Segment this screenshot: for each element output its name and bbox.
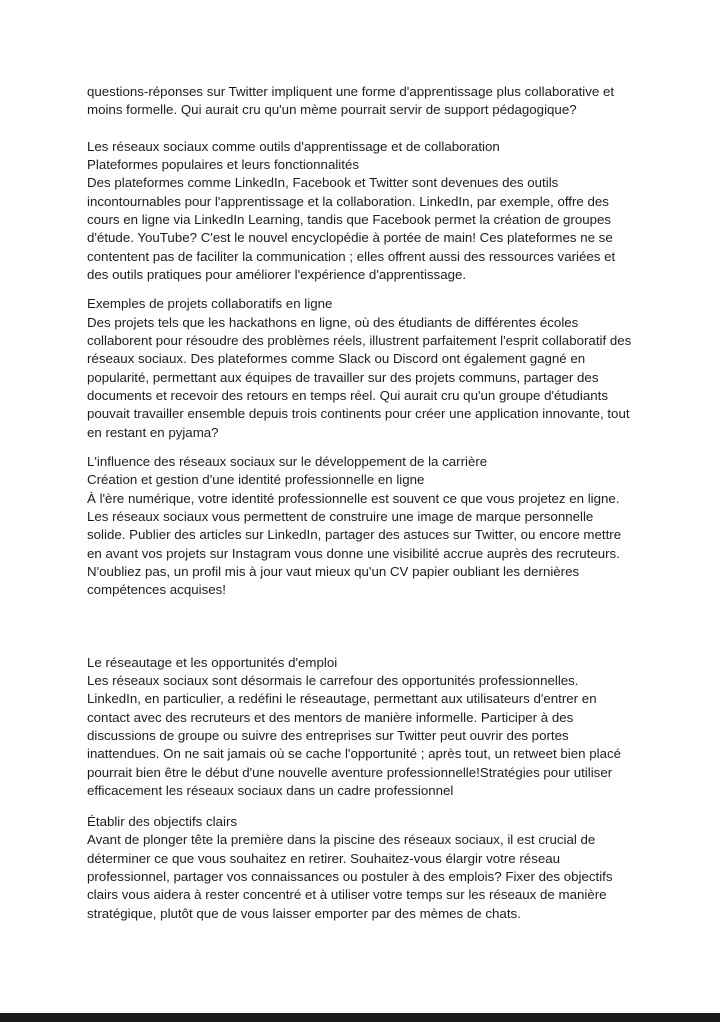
document-page xyxy=(87,83,657,923)
bottom-bar xyxy=(0,1013,720,1022)
paragraph xyxy=(87,453,657,600)
text-line: À l'ère numérique, votre identité professionnelle est souvent ce que vous projetez en ligne. xyxy=(87,490,620,506)
text-line: Des projets tels que les hackathons en ligne, où des étudiants de différentes écoles xyxy=(87,314,579,330)
text-line: réseaux sociaux. Des plateformes comme Slack ou Discord ont également gagné en xyxy=(87,351,586,367)
paragraph xyxy=(87,654,657,801)
text-line: stratégique, plutôt que de vous laisser emporter par des mèmes de chats. xyxy=(87,905,521,921)
text-line: L'influence des réseaux sociaux sur le développement de la carrière xyxy=(87,453,488,469)
text-line: discussions de groupe ou suivre des entreprises sur Twitter peut ouvrir des portes xyxy=(87,727,569,743)
text-line: Établir des objectifs clairs xyxy=(87,814,238,830)
text-line: solide. Publier des articles sur LinkedIn, partager des astuces sur Twitter, ou encore mettre xyxy=(87,527,622,543)
text-line: compétences acquises! xyxy=(87,582,226,598)
text-line: questions-réponses sur Twitter impliquent une forme d'apprentissage plus collaborative et xyxy=(87,84,615,99)
text-line: incontournables pour l'apprentissage et la collaboration. LinkedIn, par exemple, offre des xyxy=(87,193,609,209)
text-line: cours en ligne via LinkedIn Learning, tandis que Facebook permet la création de groupes xyxy=(87,211,612,227)
text-line: Le réseautage et les opportunités d'emploi xyxy=(87,654,338,670)
text-line: inattendues. On ne sait jamais où se cache l'opportunité ; après tout, un retweet bien placé xyxy=(87,746,622,762)
text-line: Des plateformes comme LinkedIn, Facebook et Twitter sont devenues des outils xyxy=(87,175,559,191)
paragraph xyxy=(87,83,657,120)
text-line: documents et recevoir des retours en temps réel. Qui aurait cru qu'un groupe d'étudiants xyxy=(87,387,608,403)
text-line: collaborent pour résoudre des problèmes réels, illustrent parfaitement l'esprit collaboratif des xyxy=(87,332,632,348)
text-line: professionnel, partager vos connaissances ou postuler à des emplois? Fixer des objectifs xyxy=(87,869,613,885)
text-line: Avant de plonger tête la première dans la piscine des réseaux sociaux, il est crucial de xyxy=(87,832,596,848)
text-line: Les réseaux sociaux sont désormais le carrefour des opportunités professionnelles. xyxy=(87,672,579,688)
text-line: Plateformes populaires et leurs fonctionnalités xyxy=(87,156,359,172)
paragraph xyxy=(87,295,657,442)
text-line: pouvait travailler ensemble depuis trois continents pour créer une application innovante, tout xyxy=(87,406,630,422)
text-line: en restant en pyjama? xyxy=(87,424,219,440)
text-line: pourrait bien être le début d'une nouvelle aventure professionnelle!Stratégies pour utiliser xyxy=(87,764,613,780)
text-line: popularité, permettant aux équipes de travailler sur des projets communs, partager des xyxy=(87,369,599,385)
text-line: clairs vous aidera à rester concentré et à utiliser votre temps sur les réseaux de manière xyxy=(87,887,607,903)
text-line: contact avec des recruteurs et des mentors de manière informelle. Participer à des xyxy=(87,709,574,725)
text-line: LinkedIn, en particulier, a redéfini le réseautage, permettant aux utilisateurs d'entrer en xyxy=(87,691,597,707)
text-line: Création et gestion d'une identité professionnelle en ligne xyxy=(87,472,425,488)
paragraph xyxy=(87,813,657,923)
text-line: déterminer ce que vous souhaitez en retirer. Souhaitez-vous élargir votre réseau xyxy=(87,850,561,866)
document-body xyxy=(87,83,657,923)
text-line: des outils pratiques pour améliorer l'expérience d'apprentissage. xyxy=(87,266,467,282)
text-line: Les réseaux sociaux vous permettent de construire une image de marque personnelle xyxy=(87,508,594,524)
text-line: moins formelle. Qui aurait cru qu'un mème pourrait servir de support pédagogique? xyxy=(87,102,577,118)
text-line: Les réseaux sociaux comme outils d'apprentissage et de collaboration xyxy=(87,138,500,154)
text-line: Exemples de projets collaboratifs en ligne xyxy=(87,296,333,312)
text-line: d'étude. YouTube? C'est le nouvel encyclopédie à portée de main! Ces plateformes ne se xyxy=(87,230,613,246)
text-line: contentent pas de faciliter la communication ; elles offrent aussi des ressources variées et xyxy=(87,248,616,264)
paragraph xyxy=(87,138,657,285)
text-line: N'oubliez pas, un profil mis à jour vaut mieux qu'un CV papier oubliant les dernières xyxy=(87,563,580,579)
text-line: efficacement les réseaux sociaux dans un cadre professionnel xyxy=(87,782,454,798)
text-line: en avant vos projets sur Instagram vous donne une visibilité accrue auprès des recruteurs. xyxy=(87,545,620,561)
